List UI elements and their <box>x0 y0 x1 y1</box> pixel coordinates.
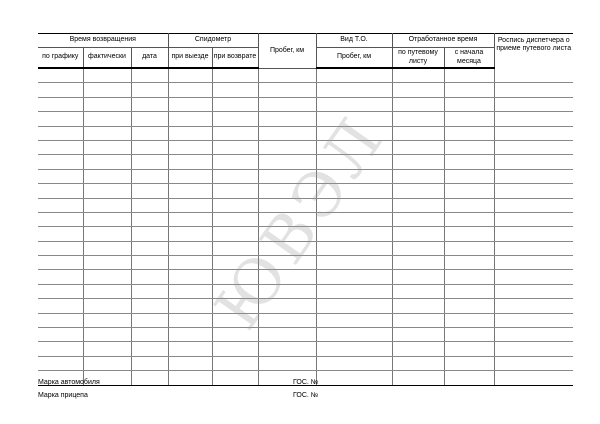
table-cell[interactable] <box>131 371 168 385</box>
table-cell[interactable] <box>38 256 83 270</box>
maintenance-mileage-header: Пробег, км <box>316 48 392 69</box>
table-cell[interactable] <box>392 227 444 241</box>
table-row <box>38 184 573 198</box>
table-row <box>38 68 573 83</box>
table-cell[interactable] <box>83 68 131 83</box>
table-cell[interactable] <box>316 270 392 284</box>
table-row <box>38 112 573 126</box>
table-cell[interactable] <box>212 184 258 198</box>
table-cell[interactable] <box>258 97 316 111</box>
table-cell[interactable] <box>212 313 258 327</box>
table-cell[interactable] <box>212 371 258 385</box>
table-row <box>38 299 573 313</box>
table-cell[interactable] <box>494 342 573 356</box>
table-cell[interactable] <box>316 68 392 83</box>
table-cell[interactable] <box>168 313 212 327</box>
table-cell[interactable] <box>131 140 168 154</box>
table-cell[interactable] <box>131 256 168 270</box>
table-cell[interactable] <box>316 241 392 255</box>
table-cell[interactable] <box>494 126 573 140</box>
return-log-table <box>38 33 573 386</box>
table-cell[interactable] <box>258 342 316 356</box>
table-cell[interactable] <box>38 198 83 212</box>
table-cell[interactable] <box>212 299 258 313</box>
table-cell[interactable] <box>494 328 573 342</box>
table-cell[interactable] <box>258 299 316 313</box>
table-cell[interactable] <box>83 270 131 284</box>
table-cell[interactable] <box>316 313 392 327</box>
table-cell[interactable] <box>392 83 444 97</box>
table-cell[interactable] <box>83 342 131 356</box>
table-cell[interactable] <box>444 140 494 154</box>
table-row <box>38 328 573 342</box>
table-cell[interactable] <box>131 97 168 111</box>
table-cell[interactable] <box>168 140 212 154</box>
table-cell[interactable] <box>444 155 494 169</box>
by-schedule-header: по графику <box>38 48 83 69</box>
table-cell[interactable] <box>168 371 212 385</box>
table-cell[interactable] <box>258 328 316 342</box>
table-cell[interactable] <box>392 198 444 212</box>
table-cell[interactable] <box>258 184 316 198</box>
table-cell[interactable] <box>83 227 131 241</box>
table-cell[interactable] <box>444 270 494 284</box>
table-row <box>38 198 573 212</box>
table-cell[interactable] <box>38 356 83 370</box>
table-cell[interactable] <box>494 184 573 198</box>
table-cell[interactable] <box>83 140 131 154</box>
table-cell[interactable] <box>494 256 573 270</box>
table-cell[interactable] <box>494 112 573 126</box>
table-cell[interactable] <box>392 155 444 169</box>
table-cell[interactable] <box>212 140 258 154</box>
table-cell[interactable] <box>168 241 212 255</box>
dispatcher-signature-header: Роспись диспетчера о приеме путевого листа <box>494 34 573 69</box>
vehicle-plate-label: ГОС. № <box>293 379 319 386</box>
table-cell[interactable] <box>258 169 316 183</box>
table-cell[interactable] <box>258 198 316 212</box>
table-cell[interactable] <box>316 169 392 183</box>
table-cell[interactable] <box>494 83 573 97</box>
table-cell[interactable] <box>316 83 392 97</box>
table-cell[interactable] <box>212 155 258 169</box>
table-cell[interactable] <box>392 328 444 342</box>
table-cell[interactable] <box>494 198 573 212</box>
table-cell[interactable] <box>83 97 131 111</box>
table-cell[interactable] <box>444 198 494 212</box>
on-return-header: при возврате <box>212 48 258 69</box>
table-cell[interactable] <box>444 284 494 298</box>
table-cell[interactable] <box>392 97 444 111</box>
trailer-make-label: Марка прицепа <box>38 392 88 399</box>
table-cell[interactable] <box>83 328 131 342</box>
table-cell[interactable] <box>258 241 316 255</box>
table-cell[interactable] <box>168 270 212 284</box>
table-cell[interactable] <box>392 356 444 370</box>
table-cell[interactable] <box>38 313 83 327</box>
trailer-plate-label: ГОС. № <box>293 392 319 399</box>
table-cell[interactable] <box>131 83 168 97</box>
table-cell[interactable] <box>258 212 316 226</box>
table-cell[interactable] <box>316 126 392 140</box>
table-cell[interactable] <box>392 342 444 356</box>
maintenance-type-header: Вид Т.О. <box>316 34 392 48</box>
table-cell[interactable] <box>258 284 316 298</box>
table-row <box>38 270 573 284</box>
table-cell[interactable] <box>131 227 168 241</box>
table-row <box>38 284 573 298</box>
table-cell[interactable] <box>83 83 131 97</box>
table-cell[interactable] <box>392 112 444 126</box>
table-cell[interactable] <box>392 212 444 226</box>
table-cell[interactable] <box>444 97 494 111</box>
table-cell[interactable] <box>392 126 444 140</box>
table-row <box>38 356 573 370</box>
table-cell[interactable] <box>168 198 212 212</box>
table-cell[interactable] <box>38 169 83 183</box>
table-cell[interactable] <box>258 68 316 83</box>
table-cell[interactable] <box>316 112 392 126</box>
table-cell[interactable] <box>444 227 494 241</box>
table-cell[interactable] <box>212 198 258 212</box>
table-cell[interactable] <box>38 342 83 356</box>
table-cell[interactable] <box>38 140 83 154</box>
table-cell[interactable] <box>38 227 83 241</box>
table-cell[interactable] <box>38 126 83 140</box>
table-cell[interactable] <box>212 328 258 342</box>
table-cell[interactable] <box>494 227 573 241</box>
worked-time-header: Отработанное время <box>392 34 494 48</box>
table-cell[interactable] <box>444 356 494 370</box>
table-cell[interactable] <box>168 155 212 169</box>
table-cell[interactable] <box>316 284 392 298</box>
table-cell[interactable] <box>168 299 212 313</box>
table-row <box>38 342 573 356</box>
table-cell[interactable] <box>444 371 494 385</box>
table-cell[interactable] <box>168 68 212 83</box>
table-cell[interactable] <box>258 227 316 241</box>
table-cell[interactable] <box>83 169 131 183</box>
table-cell[interactable] <box>444 256 494 270</box>
table-cell[interactable] <box>212 256 258 270</box>
table-cell[interactable] <box>168 184 212 198</box>
table-cell[interactable] <box>38 83 83 97</box>
table-cell[interactable] <box>258 155 316 169</box>
table-cell[interactable] <box>38 97 83 111</box>
table-cell[interactable] <box>494 97 573 111</box>
table-cell[interactable] <box>316 198 392 212</box>
mileage-header: Пробег, км <box>258 34 316 69</box>
table-row <box>38 212 573 226</box>
table-cell[interactable] <box>444 83 494 97</box>
table-cell[interactable] <box>83 256 131 270</box>
table-cell[interactable] <box>316 342 392 356</box>
watermark: ЮВЭЛ <box>200 101 400 342</box>
table-cell[interactable] <box>316 155 392 169</box>
table-cell[interactable] <box>168 83 212 97</box>
table-cell[interactable] <box>392 256 444 270</box>
table-cell[interactable] <box>494 169 573 183</box>
table-cell[interactable] <box>131 270 168 284</box>
on-departure-header: при выезде <box>168 48 212 69</box>
table-cell[interactable] <box>168 169 212 183</box>
table-cell[interactable] <box>38 212 83 226</box>
speedometer-header: Спидометр <box>168 34 258 48</box>
table-cell[interactable] <box>131 155 168 169</box>
table-cell[interactable] <box>131 198 168 212</box>
table-cell[interactable] <box>444 328 494 342</box>
table-cell[interactable] <box>316 227 392 241</box>
log-body <box>38 68 573 385</box>
table-cell[interactable] <box>494 313 573 327</box>
table-cell[interactable] <box>38 299 83 313</box>
table-cell[interactable] <box>444 241 494 255</box>
table-cell[interactable] <box>212 126 258 140</box>
table-cell[interactable] <box>38 184 83 198</box>
table-cell[interactable] <box>258 356 316 370</box>
table-cell[interactable] <box>316 256 392 270</box>
table-cell[interactable] <box>168 126 212 140</box>
table-cell[interactable] <box>131 112 168 126</box>
table-cell[interactable] <box>316 184 392 198</box>
table-cell[interactable] <box>38 241 83 255</box>
table-cell[interactable] <box>131 184 168 198</box>
table-cell[interactable] <box>131 328 168 342</box>
table-cell[interactable] <box>316 371 392 385</box>
table-cell[interactable] <box>212 227 258 241</box>
table-cell[interactable] <box>392 241 444 255</box>
actual-header: фактически <box>83 48 131 69</box>
table-cell[interactable] <box>392 140 444 154</box>
table-cell[interactable] <box>212 284 258 298</box>
vehicle-make-label: Марка автомобиля <box>38 379 100 386</box>
table-cell[interactable] <box>392 313 444 327</box>
table-row <box>38 227 573 241</box>
table-cell[interactable] <box>38 328 83 342</box>
table-cell[interactable] <box>168 112 212 126</box>
table-cell[interactable] <box>212 342 258 356</box>
date-header: дата <box>131 48 168 69</box>
table-cell[interactable] <box>83 313 131 327</box>
table-cell[interactable] <box>83 126 131 140</box>
since-month-start-header: с начала месяца <box>444 48 494 69</box>
table-cell[interactable] <box>212 112 258 126</box>
table-cell[interactable] <box>392 284 444 298</box>
table-cell[interactable] <box>258 270 316 284</box>
table-cell[interactable] <box>168 342 212 356</box>
table-cell[interactable] <box>258 256 316 270</box>
table-cell[interactable] <box>212 169 258 183</box>
table-cell[interactable] <box>168 256 212 270</box>
table-row <box>38 155 573 169</box>
table-cell[interactable] <box>316 140 392 154</box>
table-row <box>38 313 573 327</box>
table-cell[interactable] <box>168 284 212 298</box>
table-cell[interactable] <box>444 313 494 327</box>
table-cell[interactable] <box>258 126 316 140</box>
table-cell[interactable] <box>83 155 131 169</box>
table-cell[interactable] <box>494 371 573 385</box>
table-cell[interactable] <box>494 270 573 284</box>
table-cell[interactable] <box>444 112 494 126</box>
table-cell[interactable] <box>494 284 573 298</box>
table-cell[interactable] <box>168 356 212 370</box>
table-cell[interactable] <box>83 212 131 226</box>
table-cell[interactable] <box>494 155 573 169</box>
table-cell[interactable] <box>444 212 494 226</box>
table-cell[interactable] <box>212 97 258 111</box>
table-cell[interactable] <box>38 270 83 284</box>
table-cell[interactable] <box>38 155 83 169</box>
table-cell[interactable] <box>212 212 258 226</box>
table-cell[interactable] <box>38 284 83 298</box>
table-cell[interactable] <box>316 212 392 226</box>
table-cell[interactable] <box>494 299 573 313</box>
table-cell[interactable] <box>444 68 494 83</box>
table-cell[interactable] <box>131 342 168 356</box>
return-time-header: Время возвращения <box>38 34 168 48</box>
table-cell[interactable] <box>131 299 168 313</box>
table-cell[interactable] <box>444 299 494 313</box>
table-cell[interactable] <box>494 68 573 83</box>
table-cell[interactable] <box>131 126 168 140</box>
table-cell[interactable] <box>392 68 444 83</box>
table-cell[interactable] <box>83 112 131 126</box>
table-cell[interactable] <box>83 241 131 255</box>
table-cell[interactable] <box>131 313 168 327</box>
table-cell[interactable] <box>444 342 494 356</box>
table-cell[interactable] <box>494 241 573 255</box>
table-cell[interactable] <box>131 212 168 226</box>
table-cell[interactable] <box>316 97 392 111</box>
table-cell[interactable] <box>168 97 212 111</box>
table-cell[interactable] <box>444 169 494 183</box>
table-cell[interactable] <box>392 169 444 183</box>
table-row <box>38 256 573 270</box>
table-cell[interactable] <box>83 356 131 370</box>
table-cell[interactable] <box>316 356 392 370</box>
table-cell[interactable] <box>168 212 212 226</box>
table-cell[interactable] <box>212 356 258 370</box>
table-cell[interactable] <box>392 371 444 385</box>
table-cell[interactable] <box>258 112 316 126</box>
table-cell[interactable] <box>212 241 258 255</box>
table-cell[interactable] <box>131 68 168 83</box>
table-row <box>38 83 573 97</box>
table-row <box>38 140 573 154</box>
table-cell[interactable] <box>392 299 444 313</box>
table-cell[interactable] <box>258 83 316 97</box>
table-row <box>38 97 573 111</box>
table-cell[interactable] <box>494 212 573 226</box>
table-cell[interactable] <box>392 270 444 284</box>
table-cell[interactable] <box>168 328 212 342</box>
table-cell[interactable] <box>131 169 168 183</box>
table-cell[interactable] <box>316 328 392 342</box>
table-row <box>38 241 573 255</box>
table-cell[interactable] <box>494 140 573 154</box>
table-cell[interactable] <box>258 313 316 327</box>
table-cell[interactable] <box>212 270 258 284</box>
table-cell[interactable] <box>392 184 444 198</box>
table-cell[interactable] <box>131 241 168 255</box>
table-cell[interactable] <box>38 112 83 126</box>
table-cell[interactable] <box>131 356 168 370</box>
table-cell[interactable] <box>212 83 258 97</box>
table-cell[interactable] <box>83 299 131 313</box>
table-cell[interactable] <box>316 299 392 313</box>
table-cell[interactable] <box>38 68 83 83</box>
table-cell[interactable] <box>258 140 316 154</box>
table-cell[interactable] <box>131 284 168 298</box>
table-cell[interactable] <box>83 184 131 198</box>
table-row <box>38 169 573 183</box>
table-cell[interactable] <box>212 68 258 83</box>
table-cell[interactable] <box>168 227 212 241</box>
table-cell[interactable] <box>83 198 131 212</box>
table-cell[interactable] <box>494 356 573 370</box>
table-row <box>38 126 573 140</box>
table-cell[interactable] <box>83 284 131 298</box>
table-cell[interactable] <box>444 184 494 198</box>
table-cell[interactable] <box>444 126 494 140</box>
by-waybill-header: по путевому листу <box>392 48 444 69</box>
